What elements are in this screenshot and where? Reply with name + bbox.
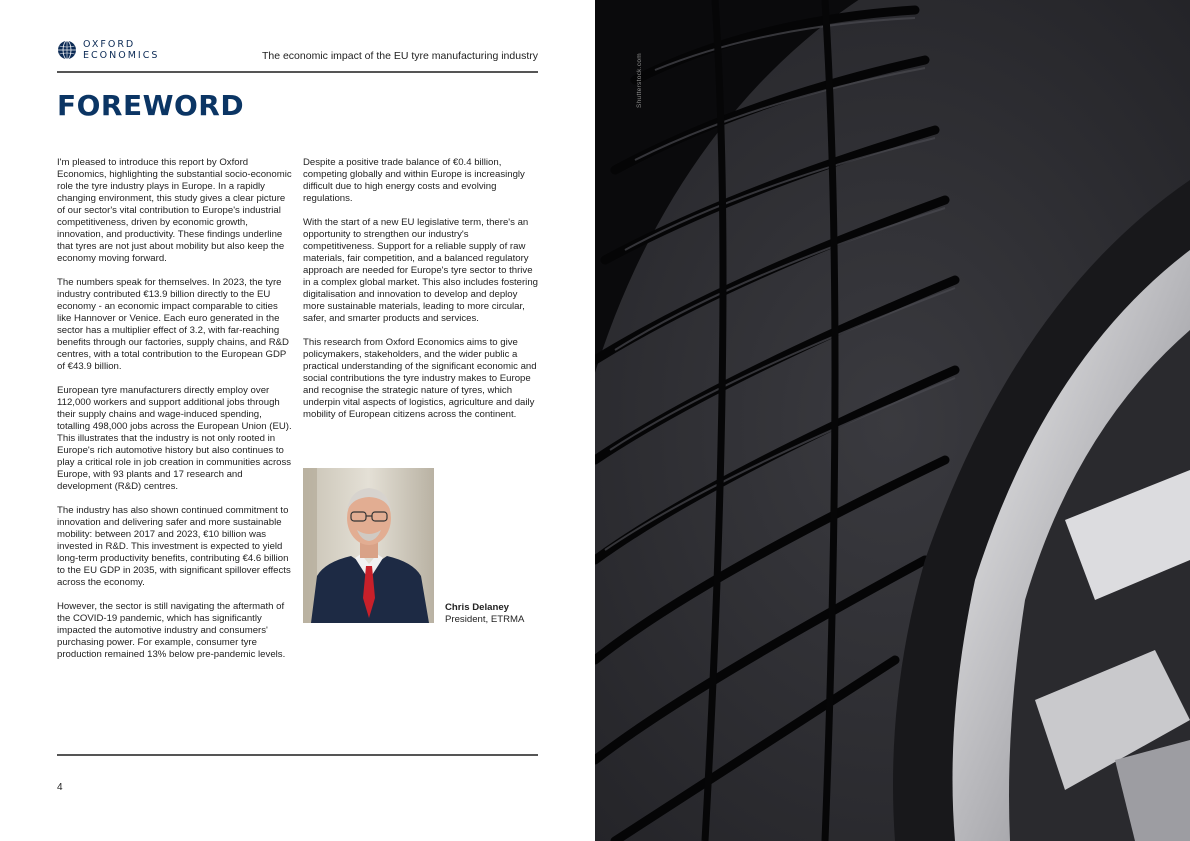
globe-icon: [57, 40, 77, 60]
paragraph: I'm pleased to introduce this report by Oxford Economics, highlighting the substantial socio-economic role the tyre industry plays in Europe. In a rapidly changing environment, this study gives a clear picture of our sector's vital contribution to Europe's industrial competitiveness, driven by economic growth, innovation, and productivity. These findings underline that tyres are not just about mobility but also keep the economy moving forward.: [57, 157, 292, 264]
signatory-role: President, ETRMA: [445, 614, 525, 625]
paragraph: This research from Oxford Economics aims to give policymakers, stakeholders, and the wider public a practical understanding of the significant economic and social contributions the tyre industry makes to Europe and recognise the strategic nature of tyres, which underpin vital aspects of logistics, agriculture and daily mobility of European citizens across the continent.: [303, 337, 537, 420]
tyre-illustration: [595, 0, 1190, 841]
author-portrait: [303, 468, 434, 623]
logo-line-2: ECONOMICS: [83, 50, 160, 61]
paragraph: With the start of a new EU legislative term, there's an opportunity to strengthen our industry's competitiveness. Support for a reliable supply of raw materials, fair competition, and a balanced regulatory approach are needed for Europe's tyre sector to thrive in a complex global market. This also includes fostering digitalisation and innovation to develop and deploy more sustainable materials, leading to more circular, safer, and smarter products and services.: [303, 217, 538, 324]
tyre-photo: [595, 0, 1190, 841]
footer-divider: [57, 754, 538, 756]
signatory-name: Chris Delaney: [445, 602, 509, 613]
logo-line-1: OXFORD: [83, 39, 136, 50]
paragraph: The industry has also shown continued commitment to innovation and delivering safer and more sustainable mobility: between 2017 and 2023, €10 billion was invested in R&D. This investment is expected to yield long-term productivity benefits, contributing €4.6 billion to the EU GDP in 2035, with significant spillover effects across the economy.: [57, 505, 291, 588]
left-text-column: [57, 157, 294, 673]
right-text-column: [303, 157, 539, 433]
logo-wordmark: [83, 39, 159, 61]
header-divider: [57, 71, 538, 73]
page-title: FOREWORD: [57, 89, 245, 122]
oxford-economics-logo: [57, 39, 159, 61]
paragraph: The numbers speak for themselves. In 2023, the tyre industry contributed €13.9 billion directly to the EU economy - an economic impact comparable to cities like Hannover or Venice. Each euro generated in the sector has a multiplier effect of 3.2, with far-reaching benefits through our factories, supply chains, and R&D centres, with a total contribution to the European GDP of €43.9 billion.: [57, 277, 289, 372]
portrait-illustration: [303, 468, 434, 623]
paragraph: Despite a positive trade balance of €0.4 billion, competing globally and within Europe is increasingly difficult due to high energy costs and evolving regulations.: [303, 157, 525, 204]
paragraph: However, the sector is still navigating the aftermath of the COVID-19 pandemic, which has significantly impacted the automotive industry and consumers' purchasing power. For example, consumer tyre production remained 13% below pre-pandemic levels.: [57, 601, 286, 660]
running-title: The economic impact of the EU tyre manufacturing industry: [261, 50, 538, 62]
photo-credit: Shutterstock.com: [636, 52, 643, 108]
page-number: 4: [57, 782, 63, 793]
paragraph: European tyre manufacturers directly employ over 112,000 workers and support additional jobs through their supply chains and wage-induced spending, totalling 498,000 jobs across the European Union (EU). This illustrates that the industry is not only rooted in Europe's rich automotive history but also continues to play a critical role in job creation in communities across Europe, with 93 plants and 17 research and development (R&D) centres.: [57, 385, 292, 492]
signature-block: [445, 602, 524, 626]
